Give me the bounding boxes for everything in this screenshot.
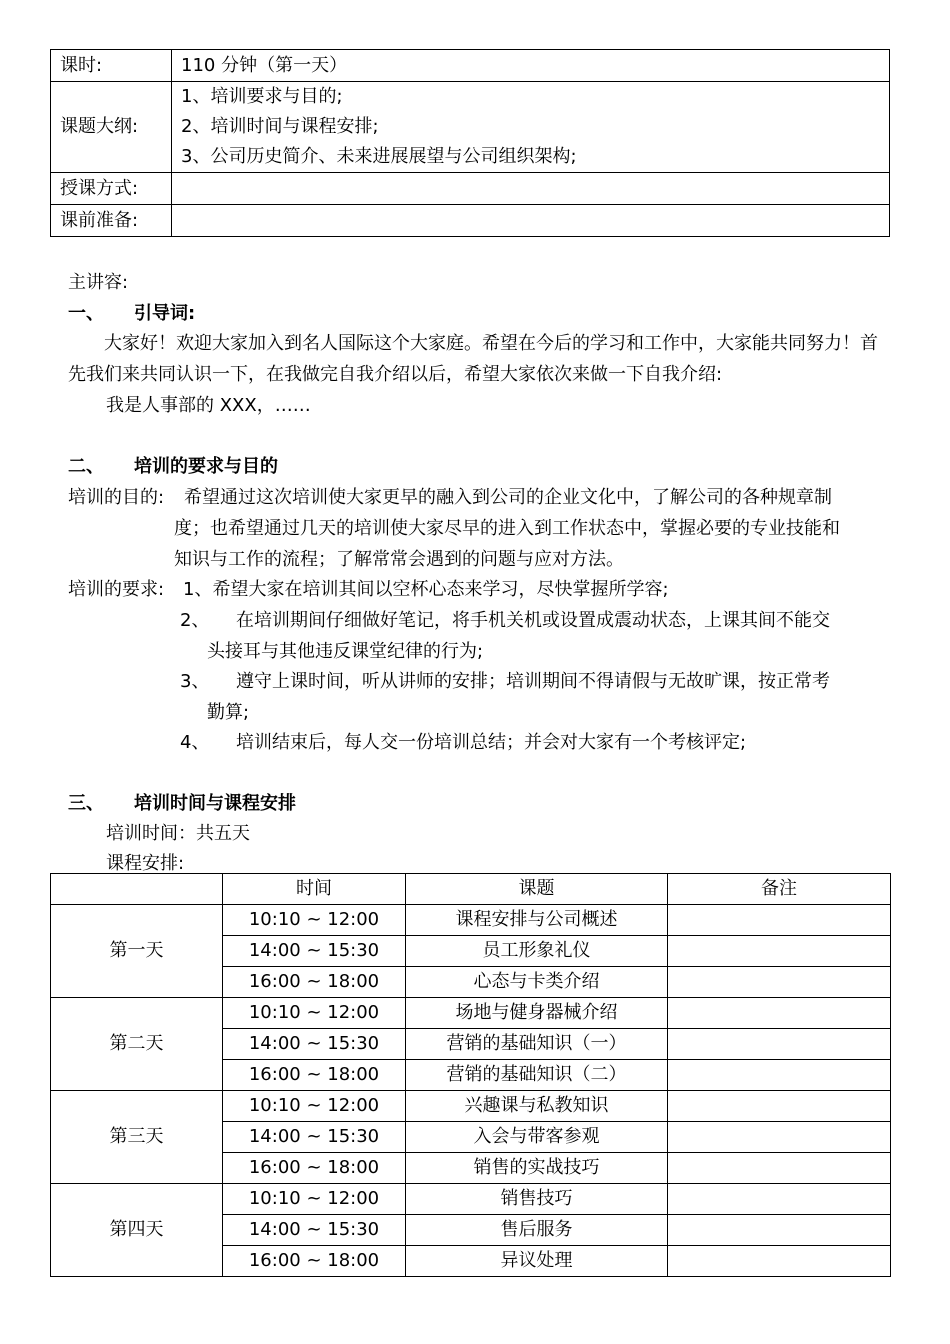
info-row-outline (51, 82, 890, 173)
note-cell (668, 967, 891, 998)
time-cell: 14:00 ~ 15:30 (223, 1029, 406, 1060)
column-header-topic: 课题 (406, 874, 668, 905)
info-value (172, 173, 890, 205)
purpose-text-line: 度；也希望通过几天的培训使大家尽早的进入到工作状态中，掌握必要的专业技能和 (174, 518, 840, 539)
time-cell: 14:00 ~ 15:30 (223, 1122, 406, 1153)
time-cell: 10:10 ~ 12:00 (223, 1184, 406, 1215)
table-row (51, 998, 891, 1029)
info-row-method (51, 173, 890, 205)
topic-cell: 异议处理 (406, 1246, 668, 1277)
column-header (51, 874, 223, 905)
time-cell: 10:10 ~ 12:00 (223, 905, 406, 936)
topic-cell: 营销的基础知识（一） (406, 1029, 668, 1060)
outline-item: 1、培训要求与目的; (181, 86, 343, 107)
note-cell (668, 1153, 891, 1184)
note-cell (668, 1215, 891, 1246)
time-cell: 14:00 ~ 15:30 (223, 936, 406, 967)
section-number: 二、 (68, 456, 104, 477)
time-cell: 14:00 ~ 15:30 (223, 1215, 406, 1246)
schedule-label: 课程安排: (106, 853, 185, 874)
note-cell (668, 1184, 891, 1215)
topic-cell: 售后服务 (406, 1215, 668, 1246)
section-2-heading (68, 451, 278, 482)
day-cell: 第四天 (51, 1184, 223, 1277)
table-row (51, 1184, 891, 1215)
requirement-text-line: 遵守上课时间，听从讲师的安排；培训期间不得请假与无故旷课，按正常考 (236, 671, 830, 692)
time-cell: 16:00 ~ 18:00 (223, 1060, 406, 1091)
requirement-text-line: 在培训期间仔细做好笔记，将手机关机或设置成震动状态，上课其间不能交 (236, 610, 830, 631)
info-row-duration (51, 50, 890, 82)
purpose-label: 培训的目的: (68, 487, 165, 508)
topic-cell: 销售的实战技巧 (406, 1153, 668, 1184)
info-label: 课前准备: (51, 205, 172, 237)
course-info-table (50, 49, 890, 237)
topic-cell: 入会与带客参观 (406, 1122, 668, 1153)
column-header-time: 时间 (223, 874, 406, 905)
day-cell: 第一天 (51, 905, 223, 998)
requirements-label: 培训的要求: (68, 579, 165, 600)
purpose-text-line: 知识与工作的流程；了解常常会遇到的问题与应对方法。 (174, 549, 624, 570)
time-cell: 16:00 ~ 18:00 (223, 1246, 406, 1277)
section-number: 一、 (68, 303, 104, 324)
requirement-number: 2、 (180, 610, 210, 631)
note-cell (668, 1029, 891, 1060)
requirement-text-line: 培训结束后，每人交一份培训总结；并会对大家有一个考核评定; (236, 732, 747, 753)
section-1-heading (68, 298, 195, 329)
requirement-text-line: 勤算; (207, 702, 250, 723)
column-header-note: 备注 (668, 874, 891, 905)
time-cell: 10:10 ~ 12:00 (223, 998, 406, 1029)
outline-item: 3、公司历史简介、未来进展展望与公司组织架构; (181, 146, 577, 167)
note-cell (668, 1060, 891, 1091)
day-cell: 第二天 (51, 998, 223, 1091)
time-cell: 10:10 ~ 12:00 (223, 1091, 406, 1122)
main-content-label: 主讲容: (68, 272, 129, 293)
schedule-table (50, 873, 891, 1277)
section-3-heading (68, 788, 296, 819)
section-number: 三、 (68, 793, 104, 814)
topic-cell: 场地与健身器械介绍 (406, 998, 668, 1029)
section-title: 引导词: (134, 303, 196, 324)
note-cell (668, 1246, 891, 1277)
requirement-text-line: 头接耳与其他违反课堂纪律的行为; (207, 641, 484, 662)
note-cell (668, 905, 891, 936)
info-value-outline (172, 82, 890, 173)
info-row-preparation (51, 205, 890, 237)
outline-item: 2、培训时间与课程安排; (181, 116, 379, 137)
topic-cell: 课程安排与公司概述 (406, 905, 668, 936)
note-cell (668, 1122, 891, 1153)
requirement-number: 4、 (180, 732, 210, 753)
topic-cell: 员工形象礼仪 (406, 936, 668, 967)
time-cell: 16:00 ~ 18:00 (223, 967, 406, 998)
intro-paragraph: 大家好！欢迎大家加入到名人国际这个大家庭。希望在今后的学习和工作中，大家能共同努力！首先我们来共同认识一下，在我做完自我介绍以后，希望大家依次来做一下自我介绍: (68, 333, 878, 385)
topic-cell: 营销的基础知识（二） (406, 1060, 668, 1091)
training-time-line: 培训时间：共五天 (106, 823, 250, 844)
note-cell (668, 998, 891, 1029)
topic-cell: 兴趣课与私教知识 (406, 1091, 668, 1122)
purpose-text-line: 希望通过这次培训使大家更早的融入到公司的企业文化中，了解公司的各种规章制 (184, 487, 832, 508)
day-cell: 第三天 (51, 1091, 223, 1184)
section-title: 培训的要求与目的 (134, 456, 278, 477)
topic-cell: 销售技巧 (406, 1184, 668, 1215)
requirement-item: 1、希望大家在培训其间以空杯心态来学习，尽快掌握所学容; (183, 579, 669, 600)
info-label: 课题大纲: (51, 82, 172, 173)
table-row (51, 905, 891, 936)
info-label: 授课方式: (51, 173, 172, 205)
info-value: 110 分钟（第一天） (172, 50, 890, 82)
schedule-header-row (51, 874, 891, 905)
info-label: 课时: (51, 50, 172, 82)
info-value (172, 205, 890, 237)
note-cell (668, 936, 891, 967)
table-row (51, 1091, 891, 1122)
self-intro-line: 我是人事部的 XXX，…… (106, 395, 311, 416)
topic-cell: 心态与卡类介绍 (406, 967, 668, 998)
requirement-number: 3、 (180, 671, 210, 692)
section-title: 培训时间与课程安排 (134, 793, 296, 814)
time-cell: 16:00 ~ 18:00 (223, 1153, 406, 1184)
note-cell (668, 1091, 891, 1122)
